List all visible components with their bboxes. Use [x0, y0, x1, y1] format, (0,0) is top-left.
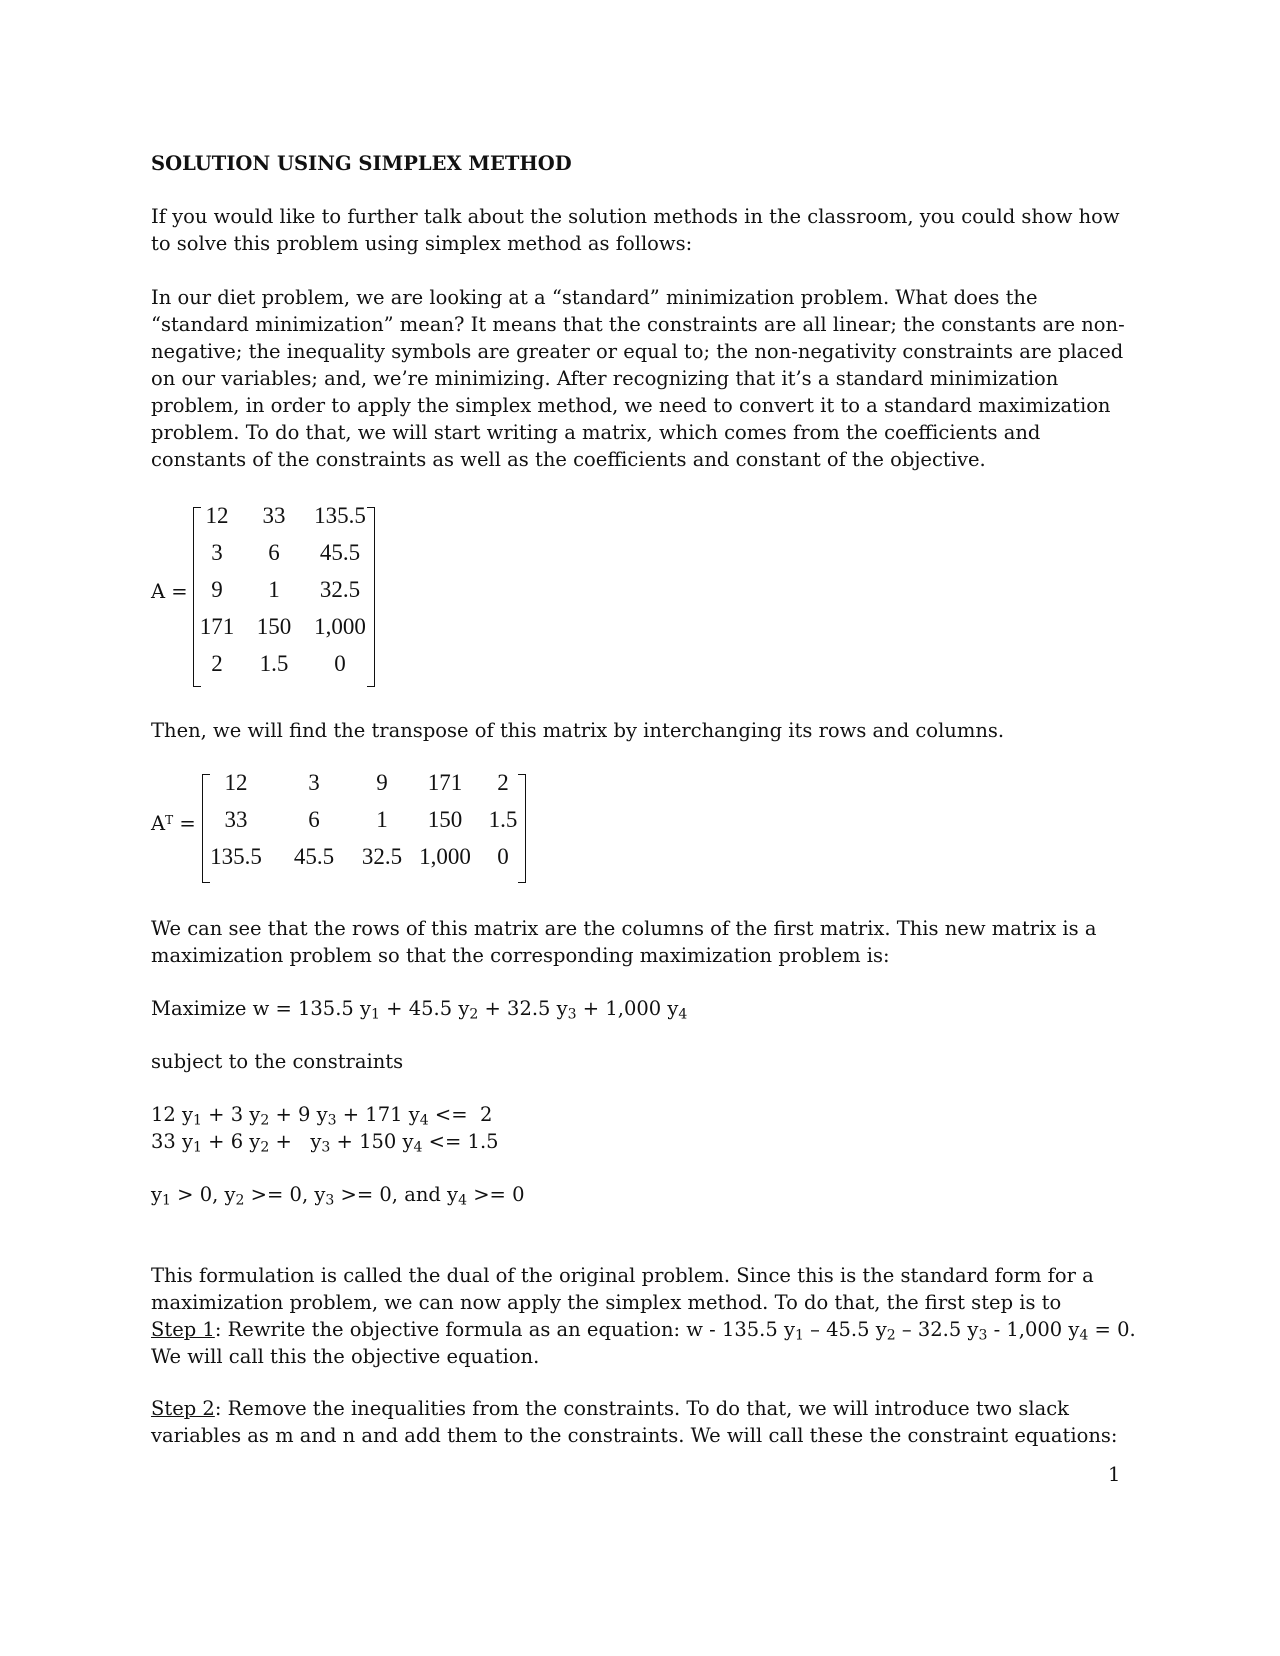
- matrix-cell: 2: [211, 651, 223, 676]
- term: Maximize w = 135.5 y: [151, 997, 372, 1020]
- constraint-2: [151, 1128, 1126, 1155]
- term: >= 0, and y: [334, 1183, 459, 1206]
- matrix-cell: 1: [376, 807, 388, 832]
- dual-paragraph: [151, 1262, 1126, 1316]
- text-line: variables as m and n and add them to the constraints. We will call these the constraint equations:: [151, 1424, 1118, 1447]
- objective-line: [151, 995, 1126, 1022]
- text-line: We can see that the rows of this matrix are the columns of the first matrix. This new matrix is a: [151, 917, 1097, 940]
- term: > 0, y: [170, 1183, 236, 1206]
- term: + 1,000 y: [576, 997, 679, 1020]
- text-line: “standard minimization” mean? It means that the constraints are all linear; the constants are non-: [151, 313, 1125, 336]
- matrix-cell: 6: [308, 807, 320, 832]
- text-line: In our diet problem, we are looking at a “standard” minimization problem. What does the: [151, 286, 1038, 309]
- matrix-cell: 135.5: [314, 503, 366, 528]
- term: <= 2: [428, 1103, 493, 1126]
- label-superscript: T: [165, 812, 174, 827]
- text-line: on our variables; and, we’re minimizing. After recognizing that it’s a standard minimization: [151, 367, 1059, 390]
- text-line: negative; the inequality symbols are greater or equal to; the non-negativity constraints are placed: [151, 340, 1124, 363]
- transpose-paragraph: Then, we will find the transpose of this matrix by interchanging its rows and columns.: [151, 719, 1005, 742]
- subscript: 1: [193, 1112, 202, 1129]
- matrix-cell: 0: [497, 844, 509, 869]
- subscript: 4: [458, 1192, 468, 1209]
- subscript: 2: [469, 1006, 479, 1023]
- text-line: If you would like to further talk about the solution methods in the classroom, you could show how: [151, 205, 1120, 228]
- term: <= 1.5: [422, 1130, 499, 1153]
- term: + 171 y: [336, 1103, 420, 1126]
- matrix-cell: 171: [427, 770, 463, 795]
- matrix-cell: 9: [376, 770, 388, 795]
- subscript: 4: [1079, 1327, 1089, 1344]
- page-number: 1: [1108, 1463, 1121, 1486]
- matrix-cell: 3: [308, 770, 320, 795]
- matrix-cell: 2: [497, 770, 509, 795]
- subscript: 4: [419, 1112, 429, 1129]
- subscript: 1: [795, 1327, 804, 1344]
- matrix-cell: 33: [262, 503, 286, 528]
- matrix-cell: 171: [199, 614, 235, 639]
- matrix-cell: 9: [211, 577, 223, 602]
- matrix-cell: 135.5: [210, 844, 262, 869]
- section-heading: SOLUTION USING SIMPLEX METHOD: [151, 152, 572, 175]
- term: y: [151, 1183, 163, 1206]
- label-base: A: [151, 812, 166, 835]
- rows-columns-paragraph: [151, 915, 1126, 969]
- text-line: maximization problem, we can now apply the simplex method. To do that, the first step is to: [151, 1291, 1062, 1314]
- term: – 32.5 y: [895, 1318, 979, 1341]
- matrix-at-label: [151, 812, 196, 835]
- subject-to-text: subject to the constraints: [151, 1050, 404, 1073]
- matrix-cell: 45.5: [293, 844, 335, 869]
- matrix-cell: 1.5: [259, 651, 289, 676]
- matrix-cell: 150: [256, 614, 292, 639]
- matrix-cell: 32.5: [319, 577, 361, 602]
- subscript: 4: [413, 1139, 423, 1156]
- label-equals: =: [173, 812, 196, 835]
- term: + 3 y: [201, 1103, 261, 1126]
- text-line: problem, in order to apply the simplex method, we need to convert it to a standard maximization: [151, 394, 1111, 417]
- subscript: 1: [162, 1192, 171, 1209]
- matrix-cell: 6: [268, 540, 280, 565]
- term: 12 y: [151, 1103, 194, 1126]
- matrix-a-label: A =: [151, 580, 188, 603]
- matrix-cell: 1,000: [314, 614, 366, 639]
- subscript: 2: [235, 1192, 245, 1209]
- term: + 9 y: [269, 1103, 328, 1126]
- subscript: 2: [260, 1139, 270, 1156]
- subscript: 3: [327, 1112, 337, 1129]
- subscript: 3: [325, 1192, 335, 1209]
- term: >= 0, y: [244, 1183, 326, 1206]
- term: - 1,000 y: [987, 1318, 1080, 1341]
- term: 33 y: [151, 1130, 194, 1153]
- subscript: 2: [260, 1112, 270, 1129]
- intro-paragraph: [151, 203, 1126, 257]
- diet-problem-paragraph: [151, 284, 1126, 473]
- term: + 150 y: [330, 1130, 414, 1153]
- matrix-cell: 0: [334, 651, 346, 676]
- step-1-label: Step 1: [151, 1318, 215, 1341]
- matrix-cell: 45.5: [319, 540, 361, 565]
- text-line: constants of the constraints as well as the coefficients and constant of the objective.: [151, 448, 986, 471]
- term: >= 0: [467, 1183, 525, 1206]
- step-1-paragraph: [151, 1316, 1136, 1370]
- subscript: 1: [193, 1139, 202, 1156]
- non-negativity-constraints: [151, 1181, 1126, 1208]
- matrix-cell: 1,000: [419, 844, 471, 869]
- constraint-1: [151, 1101, 1126, 1128]
- term: – 45.5 y: [803, 1318, 887, 1341]
- term: + 32.5 y: [478, 997, 568, 1020]
- subscript: 4: [678, 1006, 688, 1023]
- constraints-block: [151, 1101, 1126, 1155]
- text-line: problem. To do that, we will start writing a matrix, which comes from the coefficients and: [151, 421, 1041, 444]
- term: : Remove the inequalities from the constraints. To do that, we will introduce two slack: [214, 1397, 1069, 1420]
- subscript: 3: [978, 1327, 988, 1344]
- text-line: We will call this the objective equation.: [151, 1345, 540, 1368]
- step-2-paragraph: [151, 1395, 1126, 1449]
- term: + 45.5 y: [379, 997, 470, 1020]
- term: + 6 y: [201, 1130, 261, 1153]
- text-line: maximization problem so that the corresponding maximization problem is:: [151, 944, 890, 967]
- subscript: 2: [886, 1327, 896, 1344]
- term: = 0.: [1088, 1318, 1136, 1341]
- subscript: 3: [567, 1006, 577, 1023]
- term: + y: [269, 1130, 322, 1153]
- subscript: 3: [321, 1139, 331, 1156]
- text-line: to solve this problem using simplex method as follows:: [151, 232, 693, 255]
- objective-function: [151, 995, 1126, 1022]
- step-2-label: Step 2: [151, 1397, 215, 1420]
- matrix-cell: 3: [211, 540, 223, 565]
- matrix-cell: 32.5: [361, 844, 403, 869]
- matrix-cell: 12: [205, 503, 229, 528]
- step-2-line: [151, 1395, 1126, 1422]
- matrix-cell: 33: [224, 807, 248, 832]
- matrix-cell: 12: [224, 770, 248, 795]
- matrix-cell: 1.5: [488, 807, 518, 832]
- subscript: 1: [371, 1006, 380, 1023]
- step-1-line: [151, 1316, 1136, 1344]
- nonneg-line: [151, 1181, 1126, 1208]
- matrix-cell: 150: [427, 807, 463, 832]
- matrix-cell: 1: [268, 577, 280, 602]
- text-line: This formulation is called the dual of the original problem. Since this is the standard form for a: [151, 1264, 1094, 1287]
- term: : Rewrite the objective formula as an equation: w - 135.5 y: [214, 1318, 796, 1341]
